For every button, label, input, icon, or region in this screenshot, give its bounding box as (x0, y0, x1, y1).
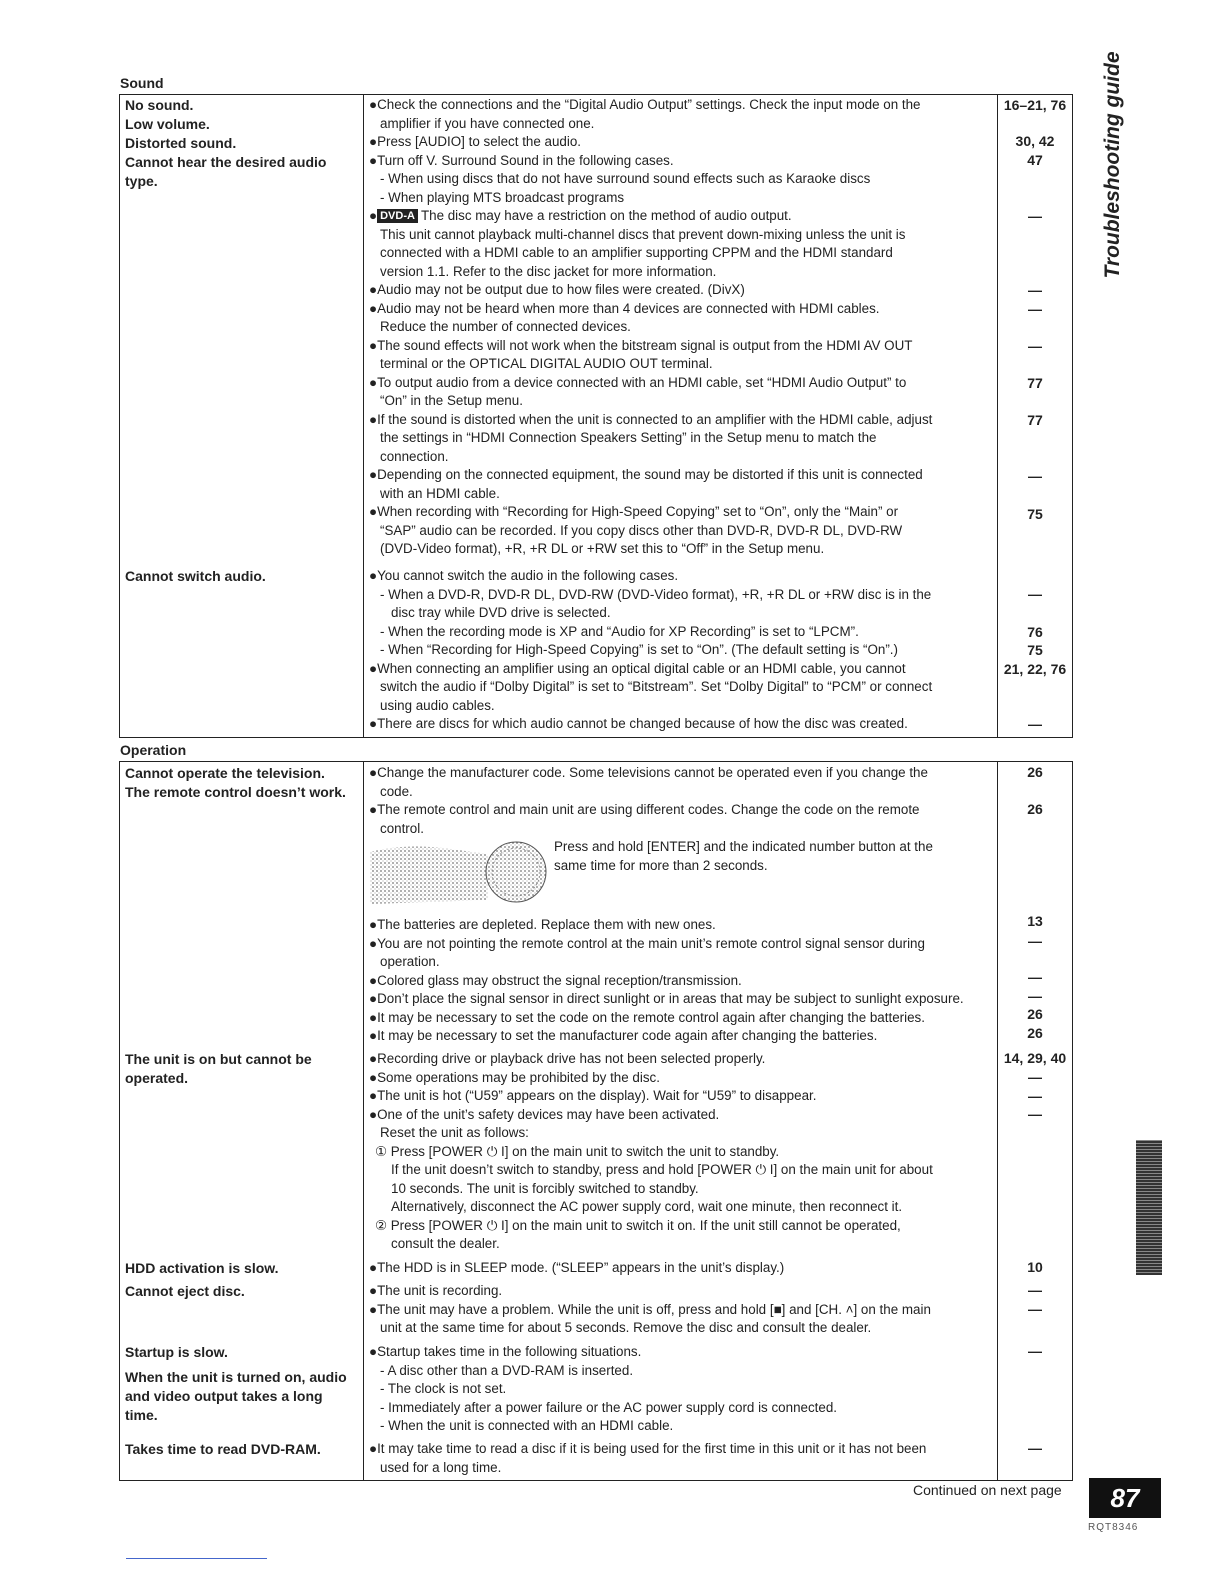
page-ref: 30, 42 (1015, 133, 1055, 149)
page-ref: 75 (1027, 642, 1043, 658)
page-ref: 26 (1027, 764, 1043, 780)
page-ref: — (1028, 282, 1042, 298)
page-ref: 26 (1027, 801, 1043, 817)
footer-rule (126, 1558, 267, 1559)
page-ref: — (1028, 1343, 1042, 1359)
page-ref: — (1028, 933, 1042, 949)
page-ref: — (1028, 988, 1042, 1004)
thumb-index-tab (1136, 1140, 1162, 1275)
problem-hdd-slow: HDD activation is slow. (125, 1260, 279, 1276)
page-ref: 76 (1027, 624, 1043, 640)
page-ref: 47 (1027, 152, 1043, 168)
page-ref: 10 (1027, 1259, 1043, 1275)
solutions-remote: ●Change the manufacturer code. Some televisions cannot be operated even if you change the code. ●The remote control and main unit are using different codes. Change the code on the remote control. (369, 765, 928, 836)
page-ref: — (1028, 1069, 1042, 1085)
problem-cannot-eject: Cannot eject disc. (125, 1283, 245, 1299)
remote-control-illustration (368, 838, 548, 908)
page-ref: 77 (1027, 375, 1043, 391)
solutions-no-sound: ●Check the connections and the “Digital Audio Output” settings. Check the input mode on the amplifier if you have connected one. ●Press [AUDIO] to select the audio. ●Turn off V. Surround Sound in the following cases. - When using discs that do not have surround sound effects such as Karaoke discs - When playing MTS broadcast programs ● DVD-A The disc may have a restriction on the method of audio output. This unit cannot playback multi-channel discs that prevent down-mixing unless the unit is connected with a HDMI cable to an amplifier supporting CPPM and the HDMI standard version 1.1. Refer to the disc jacket for more information. ●Audio may not be output due to how files were created. (DivX) ●Audio may not be heard when more than 4 devices are connected with HDMI cables. Reduce the number of connected devices. ●The sound effects will not work when the bitstream signal is output from the HDMI AV OUT terminal or the OPTICAL DIGITAL AUDIO OUT terminal. ●To output audio from a device connected with an HDMI cable, set “HDMI Audio Output” to “On” in the Setup menu. ●If the sound is distorted when the unit is connected to an amplifier with the HDMI cable, adjust the settings in “HDMI Connection Speakers Setting” in the Setup menu to match the connection. ●Depending on the connected equipment, the sound may be distorted if this unit is connected with an HDMI cable. ●When recording with “Recording for High-Speed Copying” set to “On”, only the “Main” or “SAP” audio can be recorded. If you copy discs other than DVD-R, DVD-R DL, DVD-RW (DVD-Video format), +R, +R DL or +RW set this to “Off” in the Setup menu. (369, 97, 933, 556)
page-ref: 77 (1027, 412, 1043, 428)
problem-no-sound: No sound. Low volume. Distorted sound. Cannot hear the desired audio type. (125, 97, 327, 189)
sound-table (119, 94, 1073, 738)
page-ref: — (1028, 208, 1042, 224)
sound-section-title: Sound (120, 75, 164, 91)
page-ref: — (1028, 338, 1042, 354)
operation-table: Cannot operate the television. The remote control doesn’t work. ●Change the manufacturer code. Some televisions cannot be operated even if you change the code. ●The remote control and main unit are using different codes. Change the code on the remote control. Press and hold [ENTER] and the indicated number button at the same time for more than 2 seconds. ●The batteries are depleted. Replace them with new ones. ●You are not pointing the remote control at the main unit’s remote control signal sensor during operation. ●Colored glass may obstruct the signal reception/transmission. ●Don’t place the signal sensor in direct sunlight or in areas that may be subject to sunlight exposure. ●It may be necessary to set the code on the remote control again after changing the batteries. ●It may be necessary to set the manufacturer code again after changing the batteries. The unit is on but cannot be operated. ●Recording drive or playback drive has not been selected properly. ●Some operations may be prohibited by the disc. ●The unit is hot (“U59” appears on the display). Wait for “U59” to disappear. ●One of the unit’s safety devices may have been activated. Reset the unit as follows: ① Press [POWER ⏻ I] on the main unit to switch the unit to standby. If the unit doesn’t switch to standby, press and hold [POWER ⏻ I] on the main unit for about 10 seconds. The unit is forcibly switched to standby. Alternatively, disconnect the AC power supply cord, wait one minute, then reconnect it. ② Press [POWER ⏻ I] on the main unit to switch it on. If the unit still cannot be operated, consult the dealer. HDD activation is slow. ●The HDD is in SLEEP mode. (“SLEEP” appears in the unit’s display.) Cannot eject disc. ●The unit is recording. ●The unit may have a problem. While the unit is off, press and hold [■] and [CH. ˄] on the main unit at the same time for about 5 seconds. Remove the disc and consult the dealer. Startup is slow. When the unit is turned on, audio and video output takes a long time. ●Startup takes time in the following situations. - A disc other than a DVD-RAM is inserted. - The clock is not set. - Immediately after a power failure or the AC power supply cord is connected. - When the unit is connected with an HDMI cable. Takes time to read DVD-RAM. ●It may take time to read a disc if it is being used for the first time in this unit or it has not been used for a long time. 26 26 13 — — — 26 26 14, 29, 40 — — — 10 — — — — (119, 761, 1073, 1481)
page-ref: 16–21, 76 (1003, 97, 1067, 113)
page-ref: — (1028, 1088, 1042, 1104)
problem-cannot-switch-audio: Cannot switch audio. (125, 568, 266, 584)
page-ref: — (1028, 1282, 1042, 1298)
section-side-title: Troubleshooting guide (1101, 51, 1124, 279)
operation-section-title: Operation (120, 742, 187, 758)
document-code: RQT8346 (1088, 1522, 1139, 1533)
solutions-cannot-switch: ●You cannot switch the audio in the following cases. - When a DVD-R, DVD-R DL, DVD-RW (DVD-Video format), +R, +R DL or +RW disc is in the disc tray while DVD drive is selected. - When the recording mode is XP and “Audio for XP Recording” is set to “LPCM”. - When “Recording for High-Speed Copying” is set to “On”. (The default setting is “On”.) ●When connecting an amplifier using an optical digital cable or an HDMI cable, you cannot switch the audio if “Dolby Digital” is set to “Bitstream”. Set “Dolby Digital” to “PCM” or connect using audio cables. ●There are discs for which audio cannot be changed because of how the disc was created. (369, 568, 933, 731)
page-ref: 13 (1027, 913, 1043, 929)
problem-dvd-ram-slow: Takes time to read DVD-RAM. (125, 1441, 321, 1457)
page-ref: — (1028, 468, 1042, 484)
dvd-a-badge: DVD-A (377, 209, 418, 223)
problem-cannot-operate-tv: Cannot operate the television. The remote control doesn’t work. (125, 765, 346, 800)
page-ref: — (1028, 1106, 1042, 1122)
page-ref: 14, 29, 40 (1003, 1050, 1067, 1066)
page-ref: — (1028, 716, 1042, 732)
problem-unit-on-cannot-operate: The unit is on but cannot be operated. (125, 1051, 312, 1086)
page-number: 87 (1089, 1478, 1161, 1518)
page-ref: 21, 22, 76 (1003, 661, 1067, 677)
page-ref: — (1028, 1301, 1042, 1317)
page-ref: 75 (1027, 506, 1043, 522)
page-ref: 26 (1027, 1025, 1043, 1041)
continued-next-page: Continued on next page (913, 1482, 1062, 1498)
page-ref: — (1028, 1440, 1042, 1456)
page-ref: — (1028, 586, 1042, 602)
problem-startup-slow: Startup is slow. When the unit is turned on, audio and video output takes a long time. (125, 1344, 347, 1423)
page-ref: 26 (1027, 1006, 1043, 1022)
page-ref: — (1028, 301, 1042, 317)
page-ref: — (1028, 969, 1042, 985)
